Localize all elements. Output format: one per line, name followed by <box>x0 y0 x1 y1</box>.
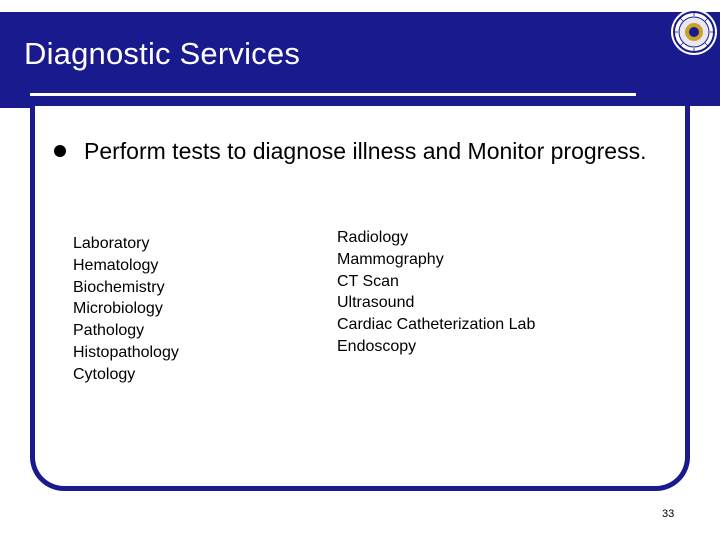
title-band-notch <box>0 98 32 108</box>
list-item: Endoscopy <box>337 337 417 355</box>
list-item: Radiology <box>337 229 409 246</box>
list-item: CT Scan <box>337 272 399 290</box>
list-item: Pathology <box>73 322 145 340</box>
institution-emblem-icon <box>670 8 718 56</box>
list-item: Mammography <box>337 250 444 268</box>
list-item: Histopathology <box>73 343 179 361</box>
bullet-dot-icon <box>54 145 66 157</box>
list-item: Laboratory <box>73 235 150 252</box>
list-item: Microbiology <box>73 300 163 318</box>
list-item: Ultrasound <box>337 294 415 312</box>
bullet-text: Perform tests to diagnose illness and Monitor progress. <box>84 138 647 164</box>
right-services-list <box>337 227 535 358</box>
title-underline <box>30 93 636 96</box>
list-item: Biochemistry <box>73 278 165 296</box>
slide-title: Diagnostic Services <box>24 36 301 71</box>
list-item: Cardiac Catheterization Lab <box>337 316 536 334</box>
left-services-list <box>73 233 179 386</box>
page-number: 33 <box>662 508 675 520</box>
list-item: Cytology <box>73 365 136 383</box>
list-item: Hematology <box>73 256 159 274</box>
